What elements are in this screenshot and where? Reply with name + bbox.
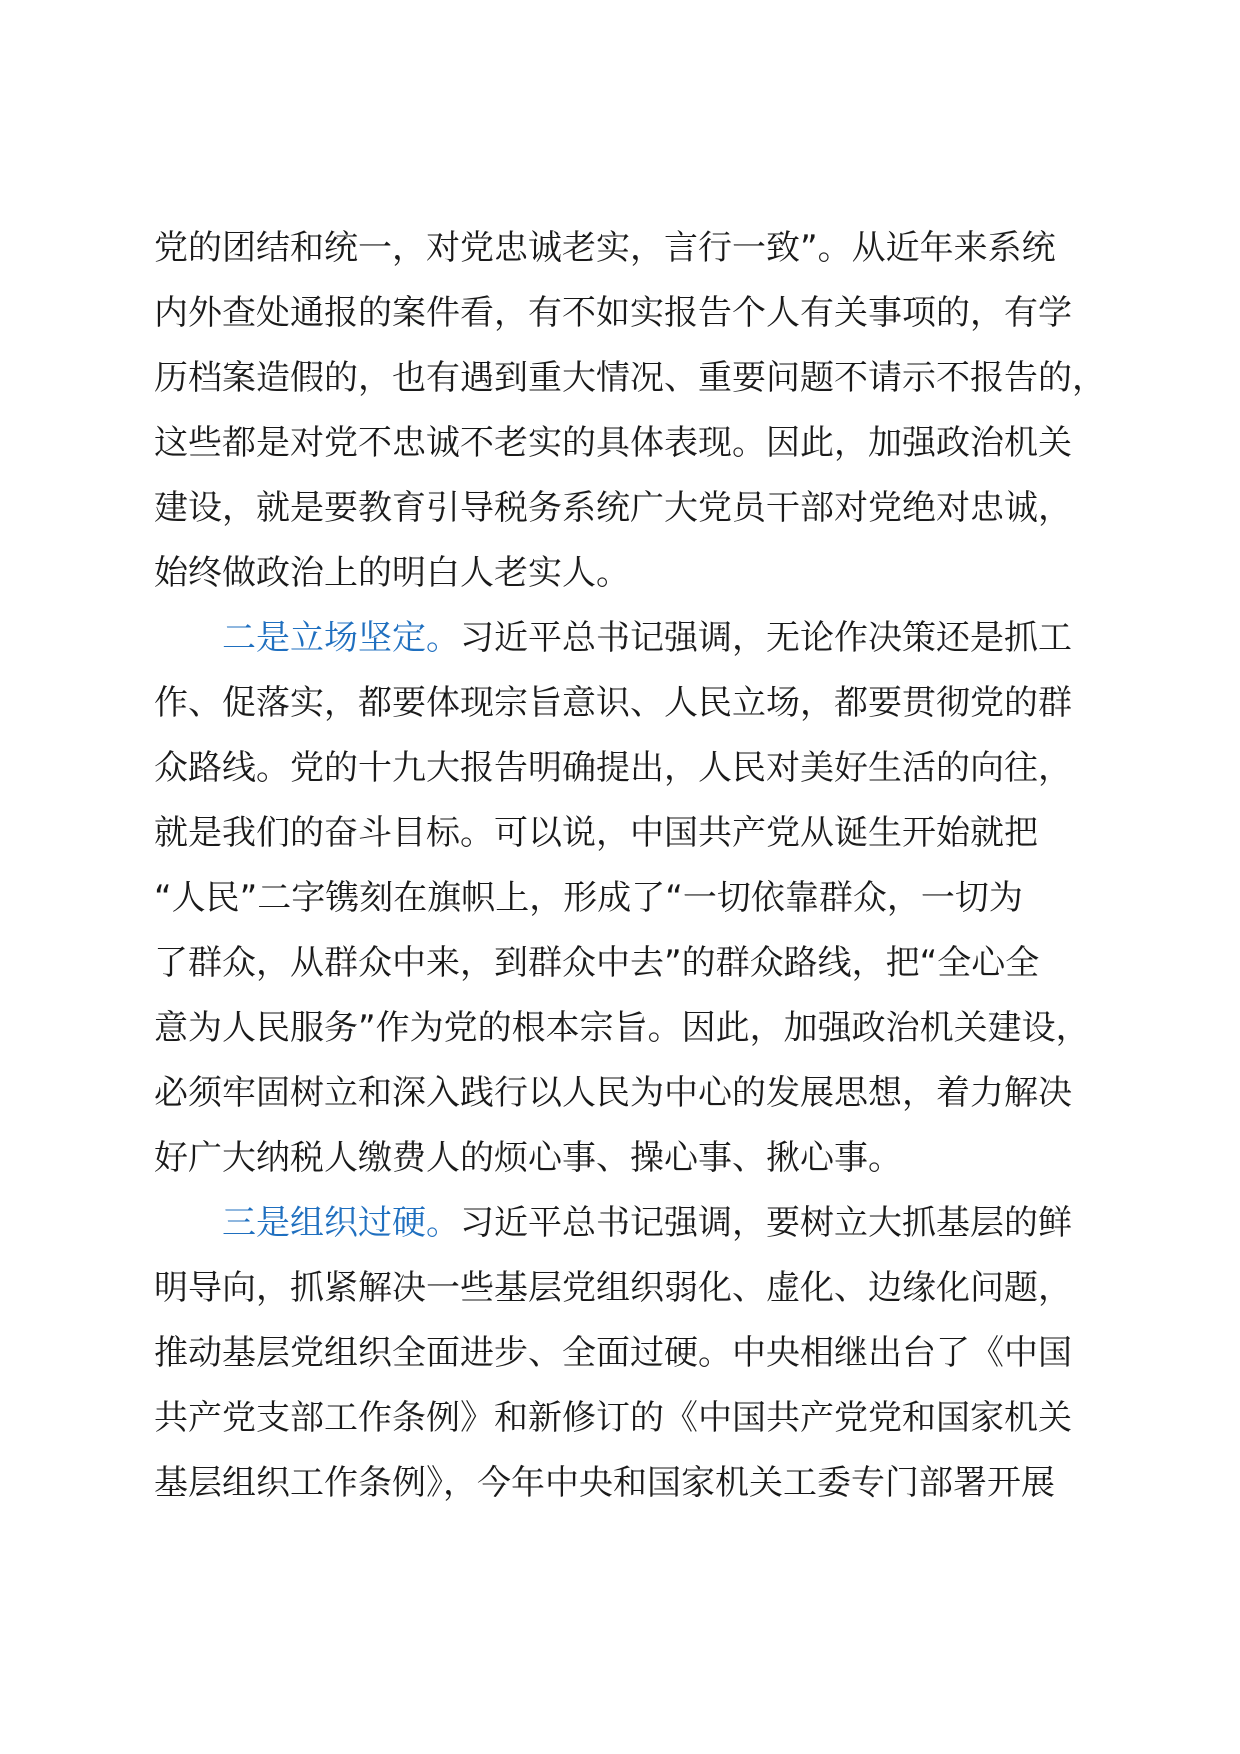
text-line: 基层组织工作条例》，今年中央和国家机关工委专门部署开展 — [154, 1463, 1055, 1503]
text-line: 就是我们的奋斗目标。可以说，中国共产党从诞生开始就把 — [154, 813, 1038, 853]
text-line — [154, 1191, 1104, 1256]
text-line: 必须牢固树立和深入践行以人民为中心的发展思想，着力解决 — [154, 1073, 1072, 1113]
text-line: 明导向，抓紧解决一些基层党组织弱化、虚化、边缘化问题， — [154, 1268, 1072, 1308]
text-line: 推动基层党组织全面进步、全面过硬。中央相继出台了《中国 — [154, 1333, 1072, 1373]
paragraph-strong-organization — [154, 1191, 1104, 1516]
text-line: 建设，就是要教育引导税务系统广大党员干部对党绝对忠诚， — [154, 488, 1072, 528]
text-line: 了群众，从群众中来，到群众中去”的群众路线，把“全心全 — [154, 943, 1040, 983]
text-line: “人民”二字镌刻在旗帜上，形成了“一切依靠群众，一切为 — [154, 878, 1023, 918]
text-line: 内外查处通报的案件看，有不如实报告个人有关事项的，有学 — [154, 293, 1072, 333]
section-heading: 二是立场坚定。 — [222, 618, 460, 658]
section-heading: 三是组织过硬。 — [222, 1203, 460, 1243]
text-segment: 习近平总书记强调，要树立大抓基层的鲜 — [460, 1203, 1072, 1243]
paragraph-firm-stance — [154, 606, 1104, 1191]
text-line: 众路线。党的十九大报告明确提出，人民对美好生活的向往， — [154, 748, 1072, 788]
text-line: 好广大纳税人缴费人的烦心事、操心事、揪心事。 — [154, 1138, 902, 1178]
text-line: 历档案造假的，也有遇到重大情况、重要问题不请示不报告的， — [154, 358, 1106, 398]
body-text — [154, 216, 1104, 1516]
text-line: 党的团结和统一，对党忠诚老实，言行一致”。从近年来系统 — [154, 228, 1056, 268]
text-line: 这些都是对党不忠诚不老实的具体表现。因此，加强政治机关 — [154, 423, 1072, 463]
text-line: 共产党支部工作条例》和新修订的《中国共产党党和国家机关 — [154, 1398, 1072, 1438]
text-line: 意为人民服务”作为党的根本宗旨。因此，加强政治机关建设， — [154, 1008, 1090, 1048]
paragraph-loyalty — [154, 216, 1104, 606]
text-line — [154, 606, 1104, 671]
text-line: 始终做政治上的明白人老实人。 — [154, 553, 630, 593]
text-segment: 习近平总书记强调，无论作决策还是抓工 — [460, 618, 1072, 658]
text-line: 作、促落实，都要体现宗旨意识、人民立场，都要贯彻党的群 — [154, 683, 1072, 723]
